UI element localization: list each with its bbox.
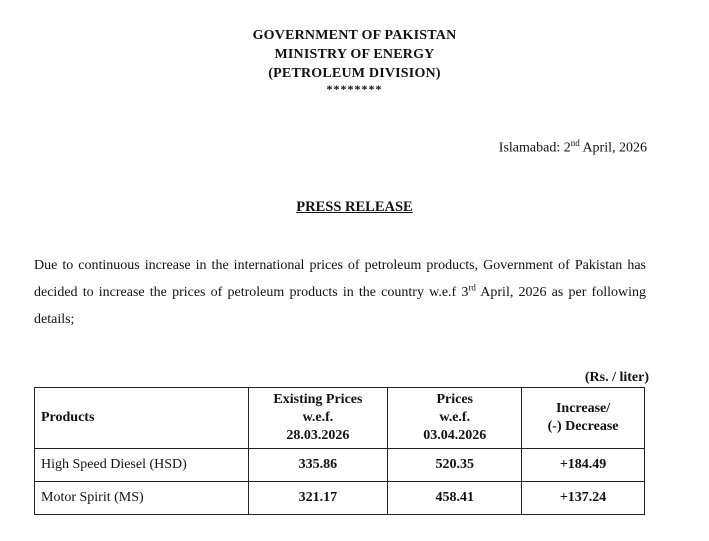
new-price: 520.35 [388,449,522,482]
date-suffix: nd [570,138,580,148]
body-part-1: Due to continuous increase in the international prices of petroleum products, Government of Pakistan has decided to increase the prices of petroleum products in the country w.e.f 3 [34,258,646,300]
letterhead [0,26,709,95]
header-new-prices [388,388,522,449]
press-release-body [34,252,646,333]
table-header-row [35,388,645,449]
division-title: (PETROLEUM DIVISION) [268,66,441,81]
price-table [34,387,645,515]
header-stars: ******** [326,82,383,96]
press-release-title: PRESS RELEASE [296,199,413,215]
header-new-line-1: Prices [436,392,473,407]
date-place: Islamabad: 2 [498,140,571,156]
header-products: Products [35,388,249,449]
unit-label: (Rs. / liter) [584,370,649,385]
government-title: GOVERNMENT OF PAKISTAN [252,28,457,43]
header-existing-prices [248,388,388,449]
body-superscript: rd [468,282,476,293]
price-change: +184.49 [522,449,645,482]
body-part-2: April, 2026 as per following details; [34,285,647,327]
price-change: +137.24 [522,482,645,515]
issue-date [499,138,647,157]
header-existing-line-3: 28.03.2026 [286,428,350,443]
table-row [35,482,645,515]
ministry-title: MINISTRY OF ENERGY [274,47,435,62]
header-change [522,388,645,449]
header-change-line-1: Increase/ [555,401,611,416]
header-existing-line-2: w.e.f. [302,410,334,425]
product-name: Motor Spirit (MS) [35,482,249,515]
table-row [35,449,645,482]
header-change-line-2: (-) Decrease [547,419,619,434]
new-price: 458.41 [388,482,522,515]
header-existing-line-1: Existing Prices [273,392,363,407]
existing-price: 335.86 [248,449,388,482]
date-rest: April, 2026 [579,140,647,156]
existing-price: 321.17 [248,482,388,515]
header-new-line-2: w.e.f. [439,410,471,425]
header-new-line-3: 03.04.2026 [423,428,487,443]
product-name: High Speed Diesel (HSD) [35,449,249,482]
